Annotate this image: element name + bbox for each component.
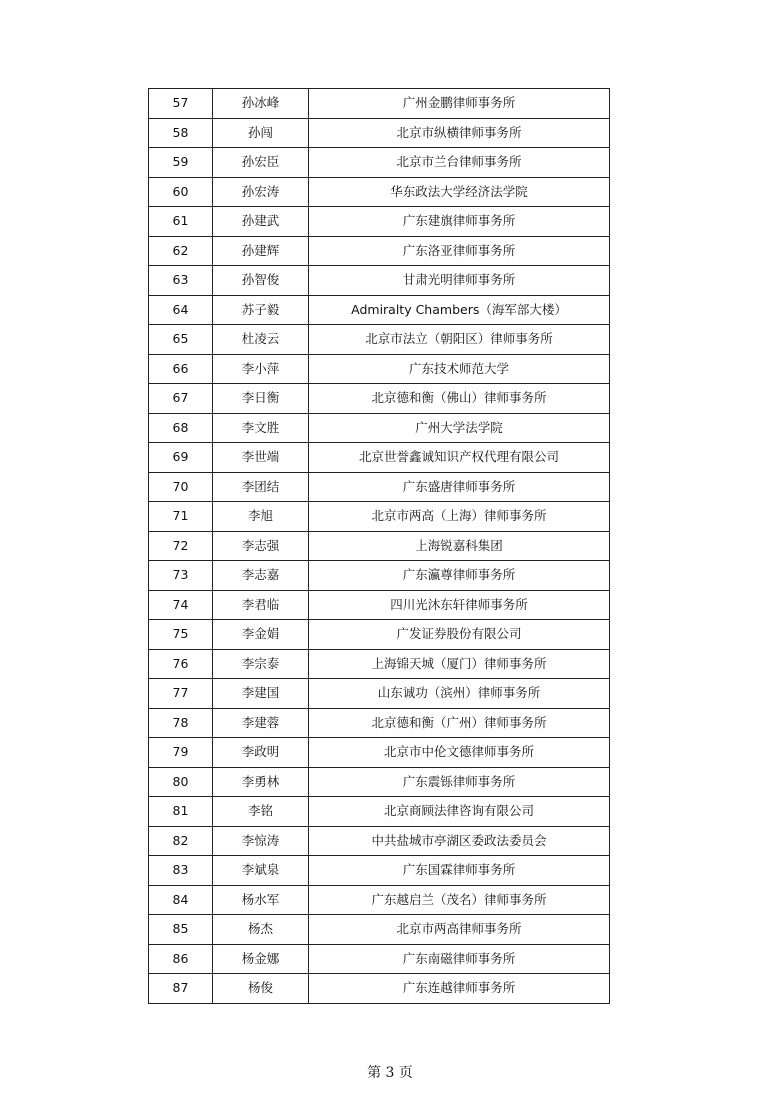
table-row: [149, 885, 610, 915]
organization-name: 广州金鹏律师事务所: [309, 89, 610, 119]
person-name: 李金娟: [213, 620, 309, 650]
person-name: 孙建武: [213, 207, 309, 237]
person-name: 李文胜: [213, 413, 309, 443]
table-row: [149, 443, 610, 473]
row-number: 75: [149, 620, 213, 650]
person-name: 杜凌云: [213, 325, 309, 355]
organization-name: 广东连越律师事务所: [309, 974, 610, 1004]
person-name: 杨水军: [213, 885, 309, 915]
organization-name: 广东盛唐律师事务所: [309, 472, 610, 502]
table-row: [149, 679, 610, 709]
organization-name: 北京德和衡（广州）律师事务所: [309, 708, 610, 738]
person-name: 李惊涛: [213, 826, 309, 856]
table-row: [149, 620, 610, 650]
organization-name: 广东建旗律师事务所: [309, 207, 610, 237]
row-number: 79: [149, 738, 213, 768]
table-row: [149, 502, 610, 532]
row-number: 85: [149, 915, 213, 945]
row-number: 86: [149, 944, 213, 974]
table-row: [149, 767, 610, 797]
row-number: 60: [149, 177, 213, 207]
person-name: 李建国: [213, 679, 309, 709]
person-name: 李君临: [213, 590, 309, 620]
organization-name: 北京市两高律师事务所: [309, 915, 610, 945]
table-row: [149, 944, 610, 974]
person-name: 苏子毅: [213, 295, 309, 325]
organization-name: 广州大学法学院: [309, 413, 610, 443]
organization-name: 北京商顾法律咨询有限公司: [309, 797, 610, 827]
person-name: 李世端: [213, 443, 309, 473]
person-name: 李志强: [213, 531, 309, 561]
organization-name: 北京世誉鑫诚知识产权代理有限公司: [309, 443, 610, 473]
row-number: 57: [149, 89, 213, 119]
organization-name: 广东震铄律师事务所: [309, 767, 610, 797]
row-number: 72: [149, 531, 213, 561]
row-number: 78: [149, 708, 213, 738]
row-number: 77: [149, 679, 213, 709]
person-name: 孙宏臣: [213, 148, 309, 178]
roster-body: [149, 89, 610, 1004]
row-number: 67: [149, 384, 213, 414]
table-row: [149, 118, 610, 148]
person-name: 孙智俊: [213, 266, 309, 296]
table-row: [149, 177, 610, 207]
table-row: [149, 738, 610, 768]
organization-name: 北京市法立（朝阳区）律师事务所: [309, 325, 610, 355]
table-row: [149, 974, 610, 1004]
person-name: 李团结: [213, 472, 309, 502]
organization-name: 北京市纵横律师事务所: [309, 118, 610, 148]
person-name: 李建蓉: [213, 708, 309, 738]
person-name: 李日衡: [213, 384, 309, 414]
table-row: [149, 472, 610, 502]
organization-name: 北京市两高（上海）律师事务所: [309, 502, 610, 532]
organization-name: 上海锦天城（厦门）律师事务所: [309, 649, 610, 679]
organization-name: 广东洛亚律师事务所: [309, 236, 610, 266]
row-number: 70: [149, 472, 213, 502]
organization-name: 广东技术师范大学: [309, 354, 610, 384]
person-name: 孙闯: [213, 118, 309, 148]
table-row: [149, 708, 610, 738]
row-number: 61: [149, 207, 213, 237]
row-number: 83: [149, 856, 213, 886]
row-number: 76: [149, 649, 213, 679]
person-name: 李铭: [213, 797, 309, 827]
person-name: 李宗泰: [213, 649, 309, 679]
person-name: 孙冰峰: [213, 89, 309, 119]
organization-name: 广东越启兰（茂名）律师事务所: [309, 885, 610, 915]
row-number: 87: [149, 974, 213, 1004]
row-number: 73: [149, 561, 213, 591]
table-row: [149, 89, 610, 119]
table-row: [149, 856, 610, 886]
person-name: 杨杰: [213, 915, 309, 945]
organization-name: 山东诚功（滨州）律师事务所: [309, 679, 610, 709]
person-name: 杨俊: [213, 974, 309, 1004]
organization-name: 广东南磁律师事务所: [309, 944, 610, 974]
organization-name: 华东政法大学经济法学院: [309, 177, 610, 207]
row-number: 69: [149, 443, 213, 473]
row-number: 81: [149, 797, 213, 827]
person-name: 孙建辉: [213, 236, 309, 266]
organization-name: 广东瀛尊律师事务所: [309, 561, 610, 591]
row-number: 84: [149, 885, 213, 915]
organization-name: 北京市兰台律师事务所: [309, 148, 610, 178]
row-number: 71: [149, 502, 213, 532]
organization-name: 广发证券股份有限公司: [309, 620, 610, 650]
person-name: 李勇林: [213, 767, 309, 797]
row-number: 66: [149, 354, 213, 384]
row-number: 82: [149, 826, 213, 856]
table-row: [149, 325, 610, 355]
organization-name: 北京德和衡（佛山）律师事务所: [309, 384, 610, 414]
organization-name: 北京市中伦文德律师事务所: [309, 738, 610, 768]
table-row: [149, 797, 610, 827]
organization-name: 上海锐嘉科集团: [309, 531, 610, 561]
table-row: [149, 384, 610, 414]
organization-name: Admiralty Chambers（海军部大楼）: [309, 295, 610, 325]
organization-name: 中共盐城市亭湖区委政法委员会: [309, 826, 610, 856]
table-row: [149, 826, 610, 856]
row-number: 63: [149, 266, 213, 296]
person-name: 李小萍: [213, 354, 309, 384]
person-name: 李斌泉: [213, 856, 309, 886]
table-row: [149, 236, 610, 266]
row-number: 62: [149, 236, 213, 266]
table-row: [149, 295, 610, 325]
row-number: 68: [149, 413, 213, 443]
row-number: 80: [149, 767, 213, 797]
person-name: 李旭: [213, 502, 309, 532]
person-name: 李政明: [213, 738, 309, 768]
table-row: [149, 915, 610, 945]
table-row: [149, 266, 610, 296]
row-number: 74: [149, 590, 213, 620]
row-number: 59: [149, 148, 213, 178]
person-name: 李志嘉: [213, 561, 309, 591]
table-row: [149, 148, 610, 178]
row-number: 64: [149, 295, 213, 325]
roster-table: [148, 88, 610, 1004]
table-row: [149, 649, 610, 679]
row-number: 58: [149, 118, 213, 148]
table-row: [149, 561, 610, 591]
organization-name: 广东国霖律师事务所: [309, 856, 610, 886]
table-row: [149, 590, 610, 620]
table-row: [149, 207, 610, 237]
person-name: 孙宏涛: [213, 177, 309, 207]
table-row: [149, 413, 610, 443]
organization-name: 甘肃光明律师事务所: [309, 266, 610, 296]
row-number: 65: [149, 325, 213, 355]
table-row: [149, 531, 610, 561]
organization-name: 四川光沐东轩律师事务所: [309, 590, 610, 620]
person-name: 杨金娜: [213, 944, 309, 974]
page-number: 第 3 页: [367, 1065, 413, 1081]
table-row: [149, 354, 610, 384]
